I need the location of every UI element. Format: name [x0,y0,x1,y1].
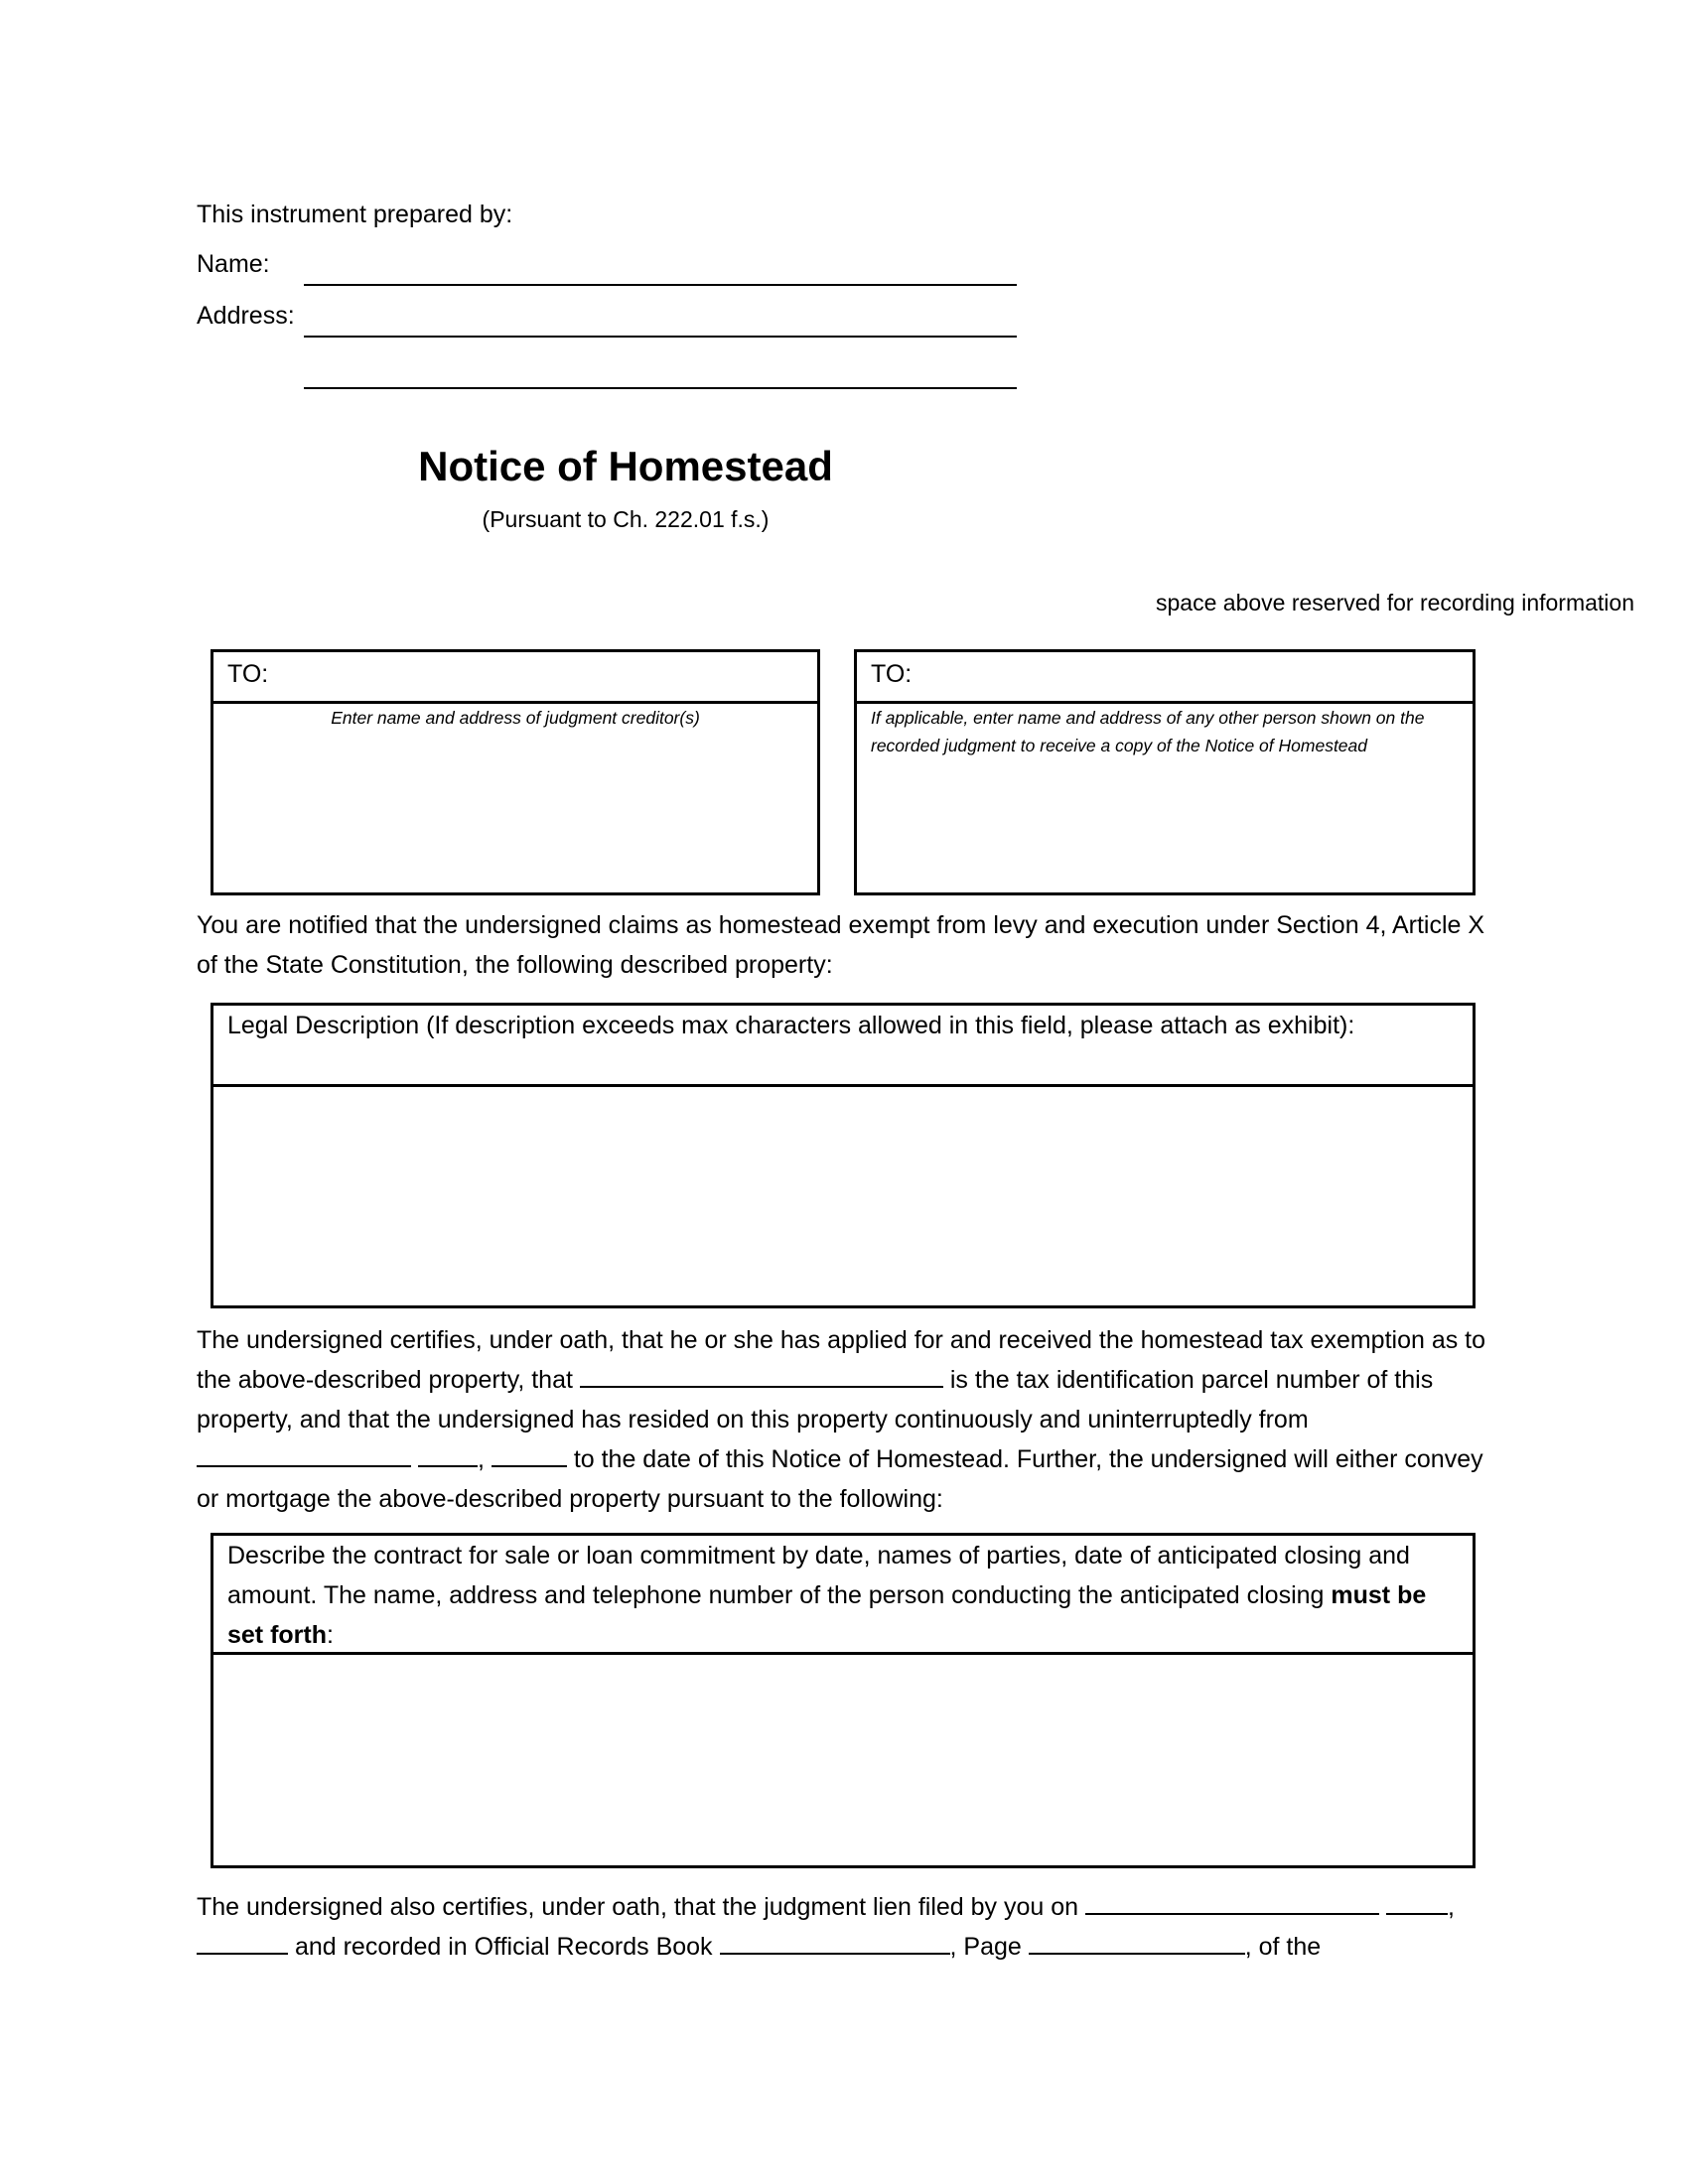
creditor-address-input[interactable] [213,732,817,861]
page-subtitle: (Pursuant to Ch. 222.01 f.s.) [482,506,770,532]
lien-text-1: The undersigned also certifies, under oath, that the judgment lien filed by you on [197,1893,1079,1921]
address-underline-1 [304,336,1017,338]
resided-from-month-day-field[interactable] [197,1439,411,1467]
to-box-other-hint: If applicable, enter name and address of any other person shown on the recorded judgment to receive a copy of the Notice of Homestead [871,708,1425,755]
lien-filed-date-field[interactable] [1085,1887,1379,1915]
recording-note: space above reserved for recording information [1156,590,1634,615]
legal-description-box [211,1003,1476,1308]
contract-label [213,1536,1473,1655]
lien-paragraph [197,1887,1487,1967]
resided-from-year-field[interactable] [492,1439,567,1467]
parcel-number-field[interactable] [580,1360,943,1388]
page-title: Notice of Homestead [418,443,833,489]
to-box-creditor [211,649,820,895]
records-page-field[interactable] [1029,1927,1245,1955]
lien-text-3: , Page [949,1933,1022,1961]
to-box-creditor-hint: Enter name and address of judgment creditor(s) [331,708,700,728]
lien-text-4: , of the [1244,1933,1322,1961]
contract-box [211,1533,1476,1868]
resided-from-century-field[interactable] [418,1439,478,1467]
address-underline-2 [304,387,1017,389]
address-label: Address: [197,302,295,330]
lien-filed-century-field[interactable] [1386,1887,1448,1915]
to-box-other-label: TO: [857,652,1473,704]
certify-text-2: is the tax identification parcel number of this property, and that the undersigned has resided on this property continuously and uninterruptedly from [197,1366,1434,1433]
legal-description-label: Legal Description (If description exceeds max characters allowed in this field, please attach as exhibit): [213,1006,1473,1087]
name-underline [304,284,1017,286]
records-book-field[interactable] [720,1927,950,1955]
address-input-line-1[interactable] [304,302,1017,338]
to-box-other [854,649,1476,895]
lien-text-2: and recorded in Official Records Book [294,1933,713,1961]
address-input-line-2[interactable] [304,353,1017,389]
contract-label-text: Describe the contract for sale or loan commitment by date, names of parties, date of anticipated closing and amount. The name, address and telephone number of the person conducting the anticipated closing [227,1542,1410,1609]
certify-sep-1: , [477,1445,485,1473]
legal-description-input[interactable] [213,1087,1473,1301]
contract-label-bold: must be set forth [227,1581,1427,1649]
other-person-address-input[interactable] [857,759,1473,869]
to-box-creditor-label: TO: [213,652,817,704]
certify-text-1: The undersigned certifies, under oath, that he or she has applied for and received the homestead tax exemption as to the above-described property, that [197,1326,1486,1394]
name-input[interactable] [304,250,1017,286]
certify-text-3: to the date of this Notice of Homestead. Further, the undersigned will either convey or mortgage the above-described property pursuant to the following: [197,1445,1483,1513]
lien-sep-1: , [1447,1893,1455,1921]
lien-filed-year-field[interactable] [197,1927,288,1955]
certify-paragraph [197,1320,1487,1519]
notice-paragraph: You are notified that the undersigned claims as homestead exempt from levy and execution under Section 4, Article X of the State Constitution, the following described property: [197,911,1485,979]
name-label: Name: [197,250,270,278]
preparer-heading: This instrument prepared by: [197,201,513,228]
contract-label-end: : [327,1621,334,1649]
contract-description-input[interactable] [213,1655,1473,1863]
